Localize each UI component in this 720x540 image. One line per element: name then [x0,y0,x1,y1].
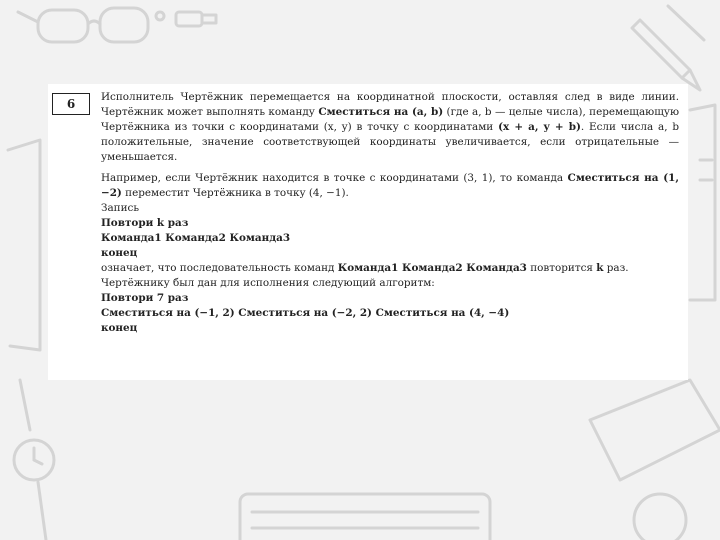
pencil-icon [632,20,700,90]
diary-icon [590,380,720,480]
repeat-7-line: Повтори 7 раз [101,292,189,304]
given-line: Чертёжнику был дан для исполнения следующий алгоритм: [101,277,435,289]
repeat-k-line: Повтори k раз [101,217,189,229]
example-command: Сместиться на (1, −2) [101,172,679,199]
wristwatch-icon [14,380,54,540]
example-paragraph: Например, если Чертёжник находится в точке с координатами (3, 1), то команда Сместиться на (1, −2) переместит Чертёжника в точку (4, −1). [101,172,679,199]
pen-icon [668,6,704,40]
task-number: 6 [52,93,90,115]
task-card [48,84,688,380]
keyboard-icon [240,494,490,540]
tablet-icon [8,140,40,350]
record-label: Запись [101,202,139,214]
commands-line: Команда1 Команда2 Команда3 [101,232,291,244]
end-line-1: конец [101,247,138,259]
algorithm-line: Сместиться на (−1, 2) Сместиться на (−2, 2) Сместиться на (4, −4) [101,307,510,319]
cup-icon [634,494,686,540]
shift-command: Сместиться на (a, b) [318,106,444,118]
intro-paragraph: Исполнитель Чертёжник перемещается на координатной плоскости, оставляя след в виде линии. Чертёжник может выполнять команду Сместиться на (a, b) (где a, b — целые числа), перемещающую Чертёжника из точки с координатами (x, y) в точку с координатами (x + a, y + b). Если числа a, b положительные, значение соответствующей координаты увеличивается, если отрицательные — уменьшается. [101,91,680,163]
notebook-icon [690,105,715,300]
end-line-2: конец [101,322,138,334]
glasses-icon [18,8,148,42]
means-paragraph: означает, что последовательность команд Команда1 Команда2 Команда3 повторится k раз. [101,262,629,274]
usb-drive-icon [156,12,216,26]
target-coordinates: (x + a, y + b) [498,121,581,133]
task-text [101,90,679,336]
